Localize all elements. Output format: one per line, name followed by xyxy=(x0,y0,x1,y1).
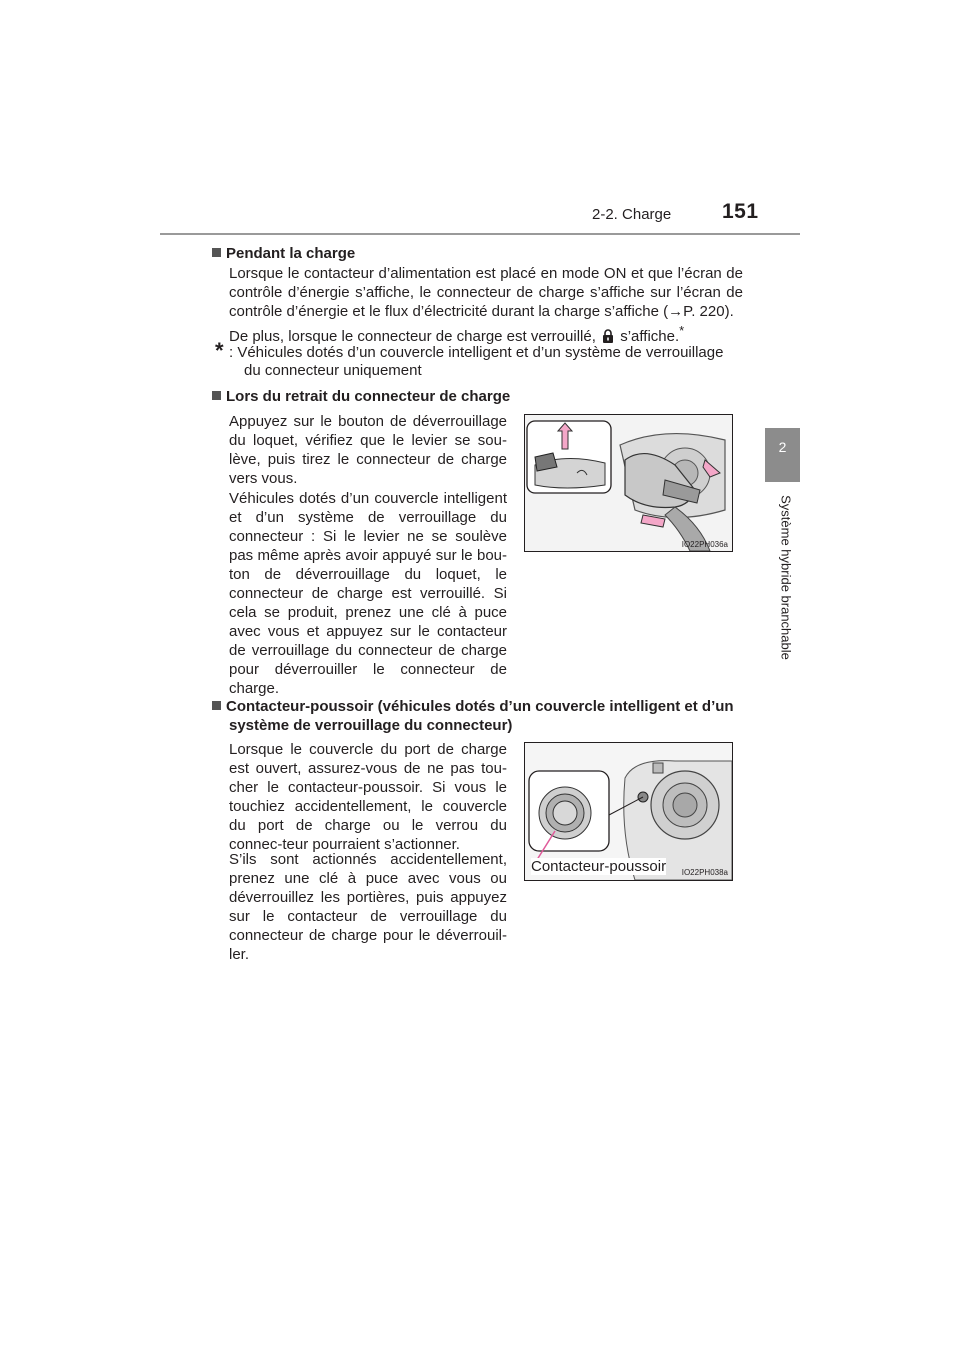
heading-retrait-connecteur: Lors du retrait du connecteur de charge xyxy=(212,387,510,407)
paragraph-poussoir-1: Lorsque le couvercle du port de charge est ouvert, assurez-vous de ne pas tou-cher le contacteur-poussoir. Si vous le touchiez accidentellement, le couvercle du port de charge ou le verrou du connec-teur pourraient s’actionner. xyxy=(229,741,507,853)
paragraph-retrait-2: Véhicules dotés d’un couvercle intelligent et d’un système de verrouillage du connecteur : Si le levier ne se soulève pas même après avoir appuyé sur le bou-ton de déverrouillage du loquet, le connecteur de charge est verrouillé. Si cela se produit, prenez une clé à puce avec vous et appuyez sur le contacteur de verrouillage du connecteur de charge pour déverrouiller le connecteur de charge. xyxy=(229,490,507,697)
square-bullet-icon xyxy=(212,701,221,710)
square-bullet-icon xyxy=(212,391,221,400)
paragraph-retrait-1: Appuyez sur le bouton de déverrouillage du loquet, vérifiez que le levier se sou-lève, puis tirez le connecteur de charge vers vous. xyxy=(229,413,507,487)
page-reference: P. 220). xyxy=(683,303,734,320)
heading-pendant-la-charge: Pendant la charge xyxy=(212,244,355,264)
paragraph-charge-display: Lorsque le contacteur d’alimentation est placé en mode ON et que l’écran de contrôle d’énergie s’affiche, le connecteur de charge s’affiche sur l’écran de contrôle d’énergie et le flux d’électricité durant la charge s’affiche (→P. 220). xyxy=(229,265,743,320)
footnote-marker: * xyxy=(215,338,224,363)
header-divider xyxy=(160,233,800,235)
paragraph-poussoir-2: S’ils sont actionnés accidentellement, prenez une clé à puce avec vous ou déverrouillez les portières, puis appuyez sur le contacteur de verrouillage du connecteur de charge pour le déverrouil-ler. xyxy=(229,851,507,963)
figure-charge-port xyxy=(524,742,733,881)
heading-contacteur-poussoir-line2: système de verrouillage du connecteur) xyxy=(229,717,513,734)
chapter-number: 2 xyxy=(778,439,787,455)
heading-contacteur-poussoir: Contacteur-poussoir (véhicules dotés d’un couvercle intelligent et d’un xyxy=(212,697,734,717)
square-bullet-icon xyxy=(212,248,221,257)
figure-code: IO22PH036a xyxy=(681,540,728,549)
charging-connector-illustration xyxy=(525,415,732,551)
footnote-star: * xyxy=(679,323,685,338)
figure-label-contacteur-poussoir: Contacteur-poussoir xyxy=(531,858,667,875)
figure-charging-connector xyxy=(524,414,733,552)
footnote-text-continued: du connecteur uniquement xyxy=(244,362,422,379)
arrow-icon: → xyxy=(668,303,684,320)
figure-code: IO22PH038a xyxy=(681,868,728,877)
page-number: 151 xyxy=(722,200,759,223)
chapter-label: Système hybride branchable xyxy=(778,495,794,660)
paragraph-lock-display: De plus, lorsque le connecteur de charge est verrouillé, s’affiche.* xyxy=(229,323,685,345)
section-title: 2-2. Charge xyxy=(592,206,672,223)
lock-icon xyxy=(602,329,614,343)
footnote-text: : Véhicules dotés d’un couvercle intelligent et d’un système de verrouillage xyxy=(229,344,724,361)
